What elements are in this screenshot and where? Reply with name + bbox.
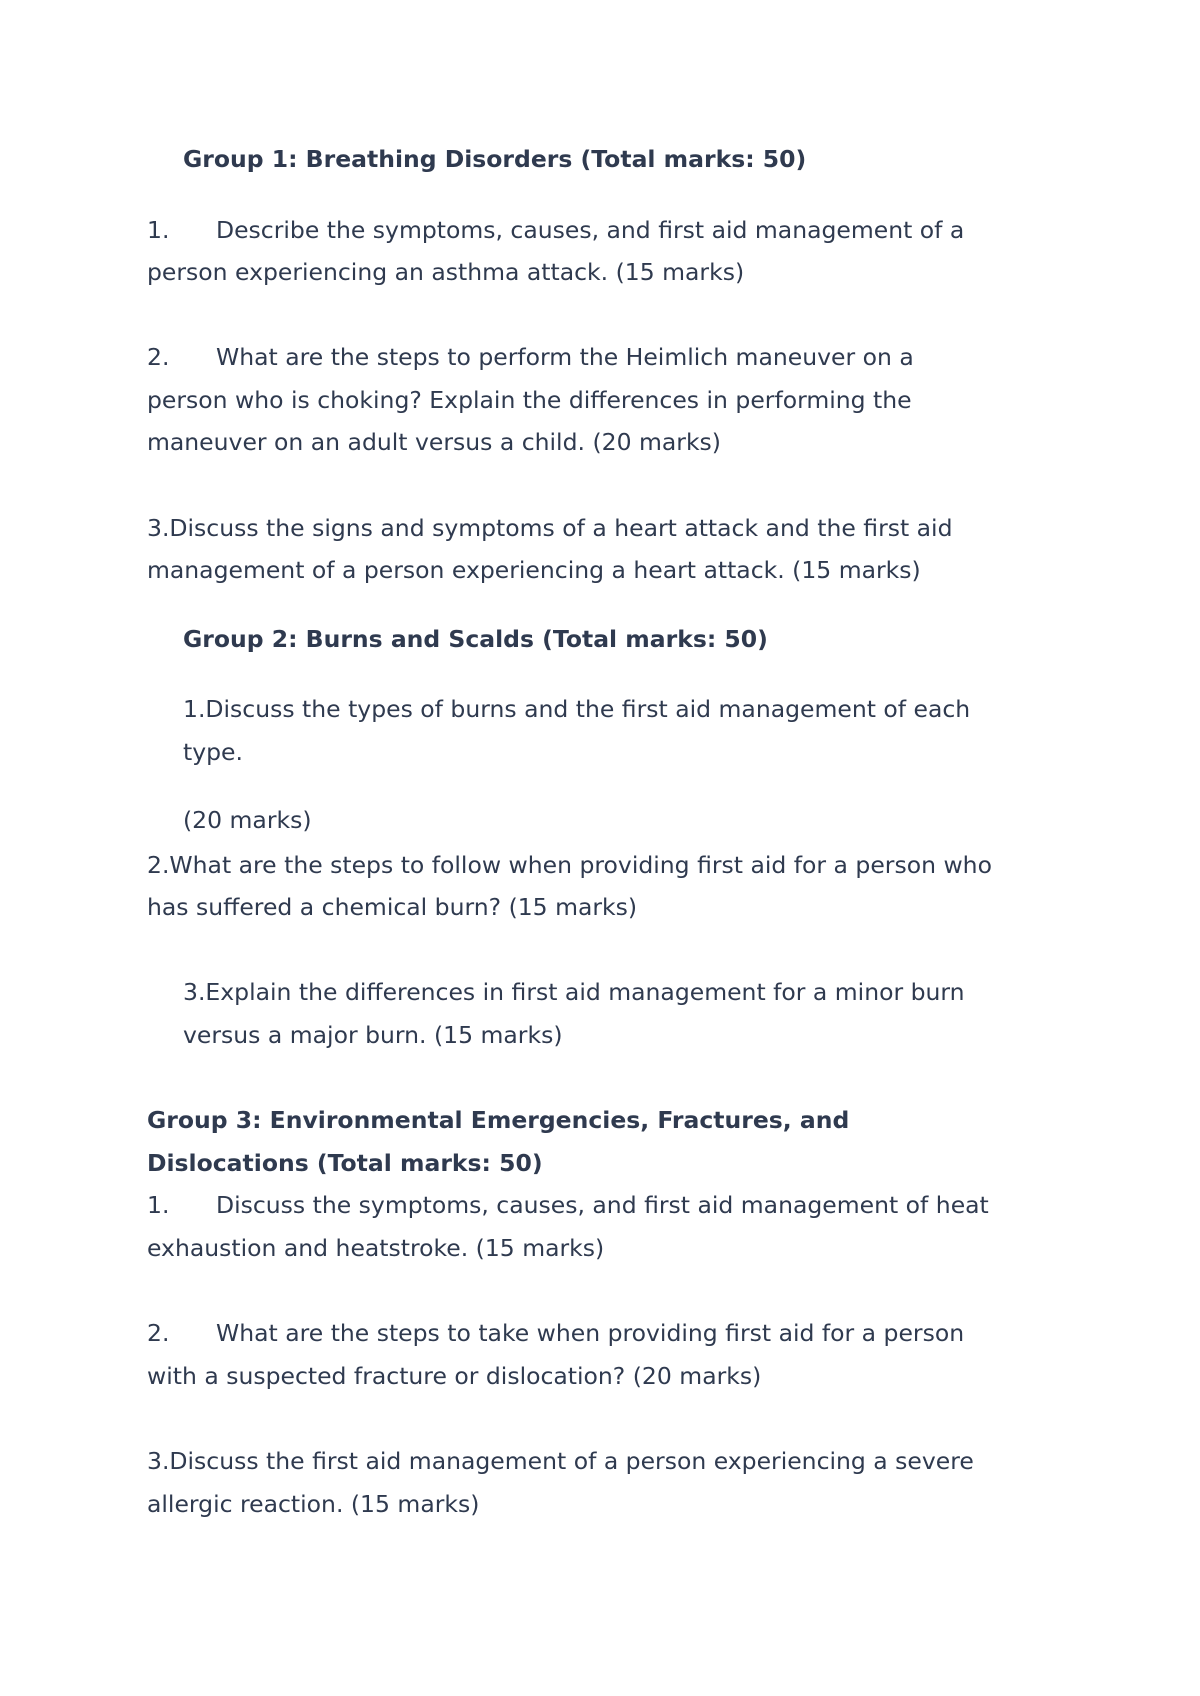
group1-q2-line3: maneuver on an adult versus a child. (20 marks) [147,428,721,456]
group1-heading: Group 1: Breathing Disorders (Total marks: 50) [183,145,807,173]
group1-q1-text1: Describe the symptoms, causes, and first aid management of a [216,216,965,244]
group2-q3-line2: versus a major burn. (15 marks) [183,1021,563,1049]
group1-q1-number: 1. [147,216,170,244]
group3-q2-text1: What are the steps to take when providing first aid for a person [216,1319,965,1347]
group1-q2-line2: person who is choking? Explain the differences in performing the [147,386,912,414]
group1-q1-line1 [147,215,964,245]
group3-q3-line2: allergic reaction. (15 marks) [147,1490,480,1518]
group1-q1-line2: person experiencing an asthma attack. (15 marks) [147,258,745,286]
group3-q3-line1: 3.Discuss the first aid management of a person experiencing a severe [147,1447,974,1475]
group1-q2-text1: What are the steps to perform the Heimlich maneuver on a [216,343,914,371]
group1-q2-number: 2. [147,343,170,371]
group2-heading: Group 2: Burns and Scalds (Total marks: 50) [183,625,768,653]
group2-q1-line2: type. [183,738,243,766]
group2-q1-line1: 1.Discuss the types of burns and the first aid management of each [183,695,971,723]
group3-q1-number: 1. [147,1191,170,1219]
group3-heading-line2: Dislocations (Total marks: 50) [147,1149,543,1177]
group1-q3-line2: management of a person experiencing a heart attack. (15 marks) [147,556,921,584]
group2-q3-line1: 3.Explain the differences in first aid management for a minor burn [183,978,965,1006]
group2-q2-line1: 2.What are the steps to follow when providing first aid for a person who [147,851,992,879]
group3-heading-line1: Group 3: Environmental Emergencies, Fractures, and [147,1106,850,1134]
group2-q2-line2: has suffered a chemical burn? (15 marks) [147,893,638,921]
group2-q1-marks: (20 marks) [183,806,312,834]
group1-q3-line1: 3.Discuss the signs and symptoms of a heart attack and the first aid [147,514,953,542]
group1-q2-line1 [147,342,914,372]
group3-q2-number: 2. [147,1319,170,1347]
group3-q1-line1 [147,1190,989,1220]
group3-q1-line2: exhaustion and heatstroke. (15 marks) [147,1234,605,1262]
group3-q1-text1: Discuss the symptoms, causes, and first aid management of heat [216,1191,989,1219]
group3-q2-line1 [147,1318,964,1348]
group3-q2-line2: with a suspected fracture or dislocation? (20 marks) [147,1362,762,1390]
